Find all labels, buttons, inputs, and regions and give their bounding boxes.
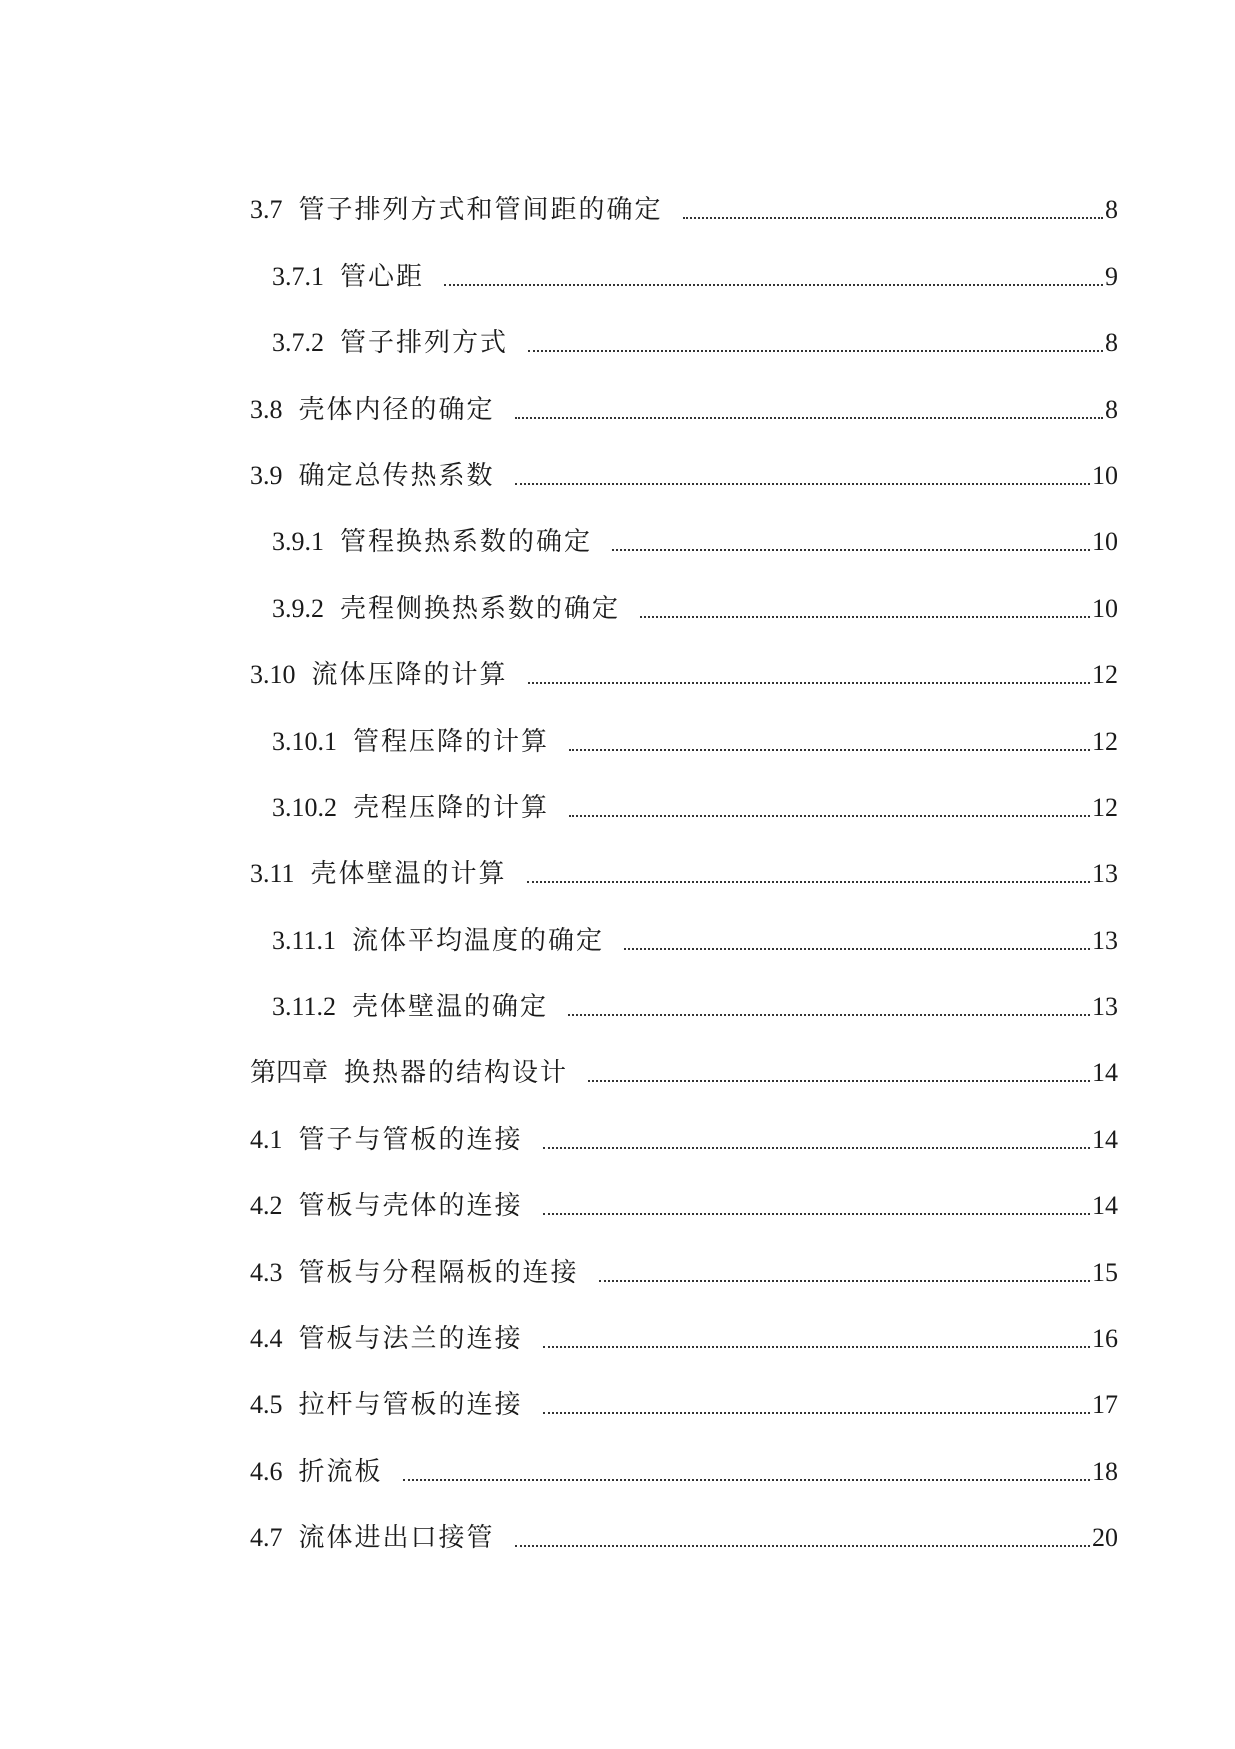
toc-page-number: 8 [1105, 328, 1118, 358]
toc-number: 4.3 [250, 1257, 283, 1287]
toc-title: 壳程侧换热系数的确定 [340, 593, 621, 624]
dot-leader [612, 549, 1090, 551]
toc-entry-3-10[interactable] [250, 652, 1118, 718]
toc-entry-3-7-1[interactable] [250, 253, 1118, 319]
toc-number: 4.4 [250, 1324, 283, 1354]
toc-number: 4.5 [250, 1390, 283, 1420]
toc-number: 3.7 [250, 195, 283, 225]
toc-entry-4-7[interactable] [250, 1515, 1118, 1581]
toc-number: 4.1 [250, 1124, 283, 1154]
dot-leader [515, 483, 1090, 485]
toc-title: 管板与法兰的连接 [298, 1324, 523, 1355]
toc-entry-4-1[interactable] [250, 1116, 1118, 1182]
toc-number: 3.11 [250, 859, 295, 889]
dot-leader [588, 1080, 1090, 1082]
toc-title: 管子排列方式 [340, 328, 509, 359]
toc-entry-4-5[interactable] [250, 1382, 1118, 1448]
toc-entry-4-4[interactable] [250, 1316, 1118, 1382]
toc-title: 管板与壳体的连接 [298, 1191, 523, 1222]
toc-entry-3-7[interactable] [250, 187, 1118, 253]
table-of-contents [250, 187, 1118, 1581]
toc-title: 确定总传热系数 [298, 460, 495, 491]
dot-leader [569, 815, 1090, 817]
toc-number: 4.6 [250, 1456, 283, 1486]
toc-page-number: 14 [1092, 1058, 1118, 1088]
toc-page-number: 17 [1092, 1390, 1118, 1420]
toc-entry-3-9-2[interactable] [250, 585, 1118, 651]
toc-entry-4-6[interactable] [250, 1448, 1118, 1514]
dot-leader [543, 1147, 1090, 1149]
toc-number: 3.8 [250, 394, 283, 424]
dot-leader [568, 1014, 1090, 1016]
toc-page-number: 13 [1092, 992, 1118, 1022]
toc-number: 3.7.1 [272, 261, 324, 291]
toc-page-number: 8 [1105, 195, 1118, 225]
dot-leader [569, 749, 1090, 751]
toc-entry-3-9-1[interactable] [250, 519, 1118, 585]
toc-page-number: 8 [1105, 394, 1118, 424]
toc-page-number: 9 [1105, 261, 1118, 291]
dot-leader [543, 1412, 1090, 1414]
toc-page-number: 12 [1092, 792, 1118, 822]
toc-number: 3.7.2 [272, 328, 324, 358]
dot-leader [640, 616, 1090, 618]
toc-entry-3-11[interactable] [250, 851, 1118, 917]
toc-page-number: 14 [1092, 1124, 1118, 1154]
toc-number: 4.7 [250, 1523, 283, 1553]
toc-entry-3-11-1[interactable] [250, 917, 1118, 983]
toc-page-number: 18 [1092, 1456, 1118, 1486]
toc-page-number: 13 [1092, 925, 1118, 955]
toc-page-number: 10 [1092, 593, 1118, 623]
toc-number: 3.10 [250, 660, 296, 690]
toc-number: 3.10.2 [272, 792, 337, 822]
toc-entry-4-3[interactable] [250, 1249, 1118, 1315]
toc-title: 流体进出口接管 [298, 1523, 495, 1554]
toc-entry-3-8[interactable] [250, 386, 1118, 452]
toc-page-number: 16 [1092, 1324, 1118, 1354]
toc-entry-3-7-2[interactable] [250, 320, 1118, 386]
toc-page-number: 13 [1092, 859, 1118, 889]
dot-leader [683, 217, 1103, 219]
toc-title: 壳程压降的计算 [353, 792, 550, 823]
toc-number: 3.9.1 [272, 527, 324, 557]
toc-number: 3.9.2 [272, 593, 324, 623]
toc-entry-4-2[interactable] [250, 1183, 1118, 1249]
toc-page-number: 14 [1092, 1191, 1118, 1221]
toc-title: 折流板 [298, 1456, 383, 1487]
toc-title: 流体压降的计算 [311, 660, 508, 691]
toc-entry-3-10-1[interactable] [250, 718, 1118, 784]
toc-page-number: 12 [1092, 726, 1118, 756]
toc-title: 壳体壁温的计算 [310, 859, 507, 890]
toc-title: 管心距 [340, 261, 425, 292]
toc-title: 壳体壁温的确定 [352, 992, 549, 1023]
toc-title: 管程换热系数的确定 [340, 527, 593, 558]
toc-title: 拉杆与管板的连接 [298, 1390, 523, 1421]
dot-leader [543, 1346, 1090, 1348]
dot-leader [599, 1280, 1090, 1282]
toc-title: 管子排列方式和管间距的确定 [298, 195, 663, 226]
toc-page-number: 20 [1092, 1523, 1118, 1553]
toc-entry-3-11-2[interactable] [250, 984, 1118, 1050]
toc-number: 4.2 [250, 1191, 283, 1221]
toc-number: 3.10.1 [272, 726, 337, 756]
toc-number: 第四章 [250, 1058, 329, 1088]
dot-leader [444, 284, 1103, 286]
toc-entry-3-10-2[interactable] [250, 785, 1118, 851]
dot-leader [515, 1545, 1090, 1547]
toc-title: 壳体内径的确定 [298, 394, 495, 425]
dot-leader [527, 881, 1090, 883]
toc-page-number: 10 [1092, 527, 1118, 557]
toc-page-number: 10 [1092, 460, 1118, 490]
toc-title: 管子与管板的连接 [298, 1124, 523, 1155]
toc-title: 换热器的结构设计 [344, 1058, 569, 1089]
dot-leader [543, 1213, 1090, 1215]
toc-title: 管板与分程隔板的连接 [298, 1257, 579, 1288]
toc-entry-chapter-4[interactable] [250, 1050, 1118, 1116]
toc-page-number: 12 [1092, 660, 1118, 690]
dot-leader [624, 948, 1090, 950]
dot-leader [403, 1479, 1090, 1481]
toc-title: 管程压降的计算 [353, 726, 550, 757]
toc-title: 流体平均温度的确定 [352, 925, 605, 956]
toc-number: 3.11.1 [272, 925, 337, 955]
toc-number: 3.9 [250, 460, 283, 490]
dot-leader [528, 682, 1090, 684]
dot-leader [515, 417, 1103, 419]
toc-entry-3-9[interactable] [250, 453, 1118, 519]
toc-page-number: 15 [1092, 1257, 1118, 1287]
toc-number: 3.11.2 [272, 992, 337, 1022]
dot-leader [528, 350, 1103, 352]
